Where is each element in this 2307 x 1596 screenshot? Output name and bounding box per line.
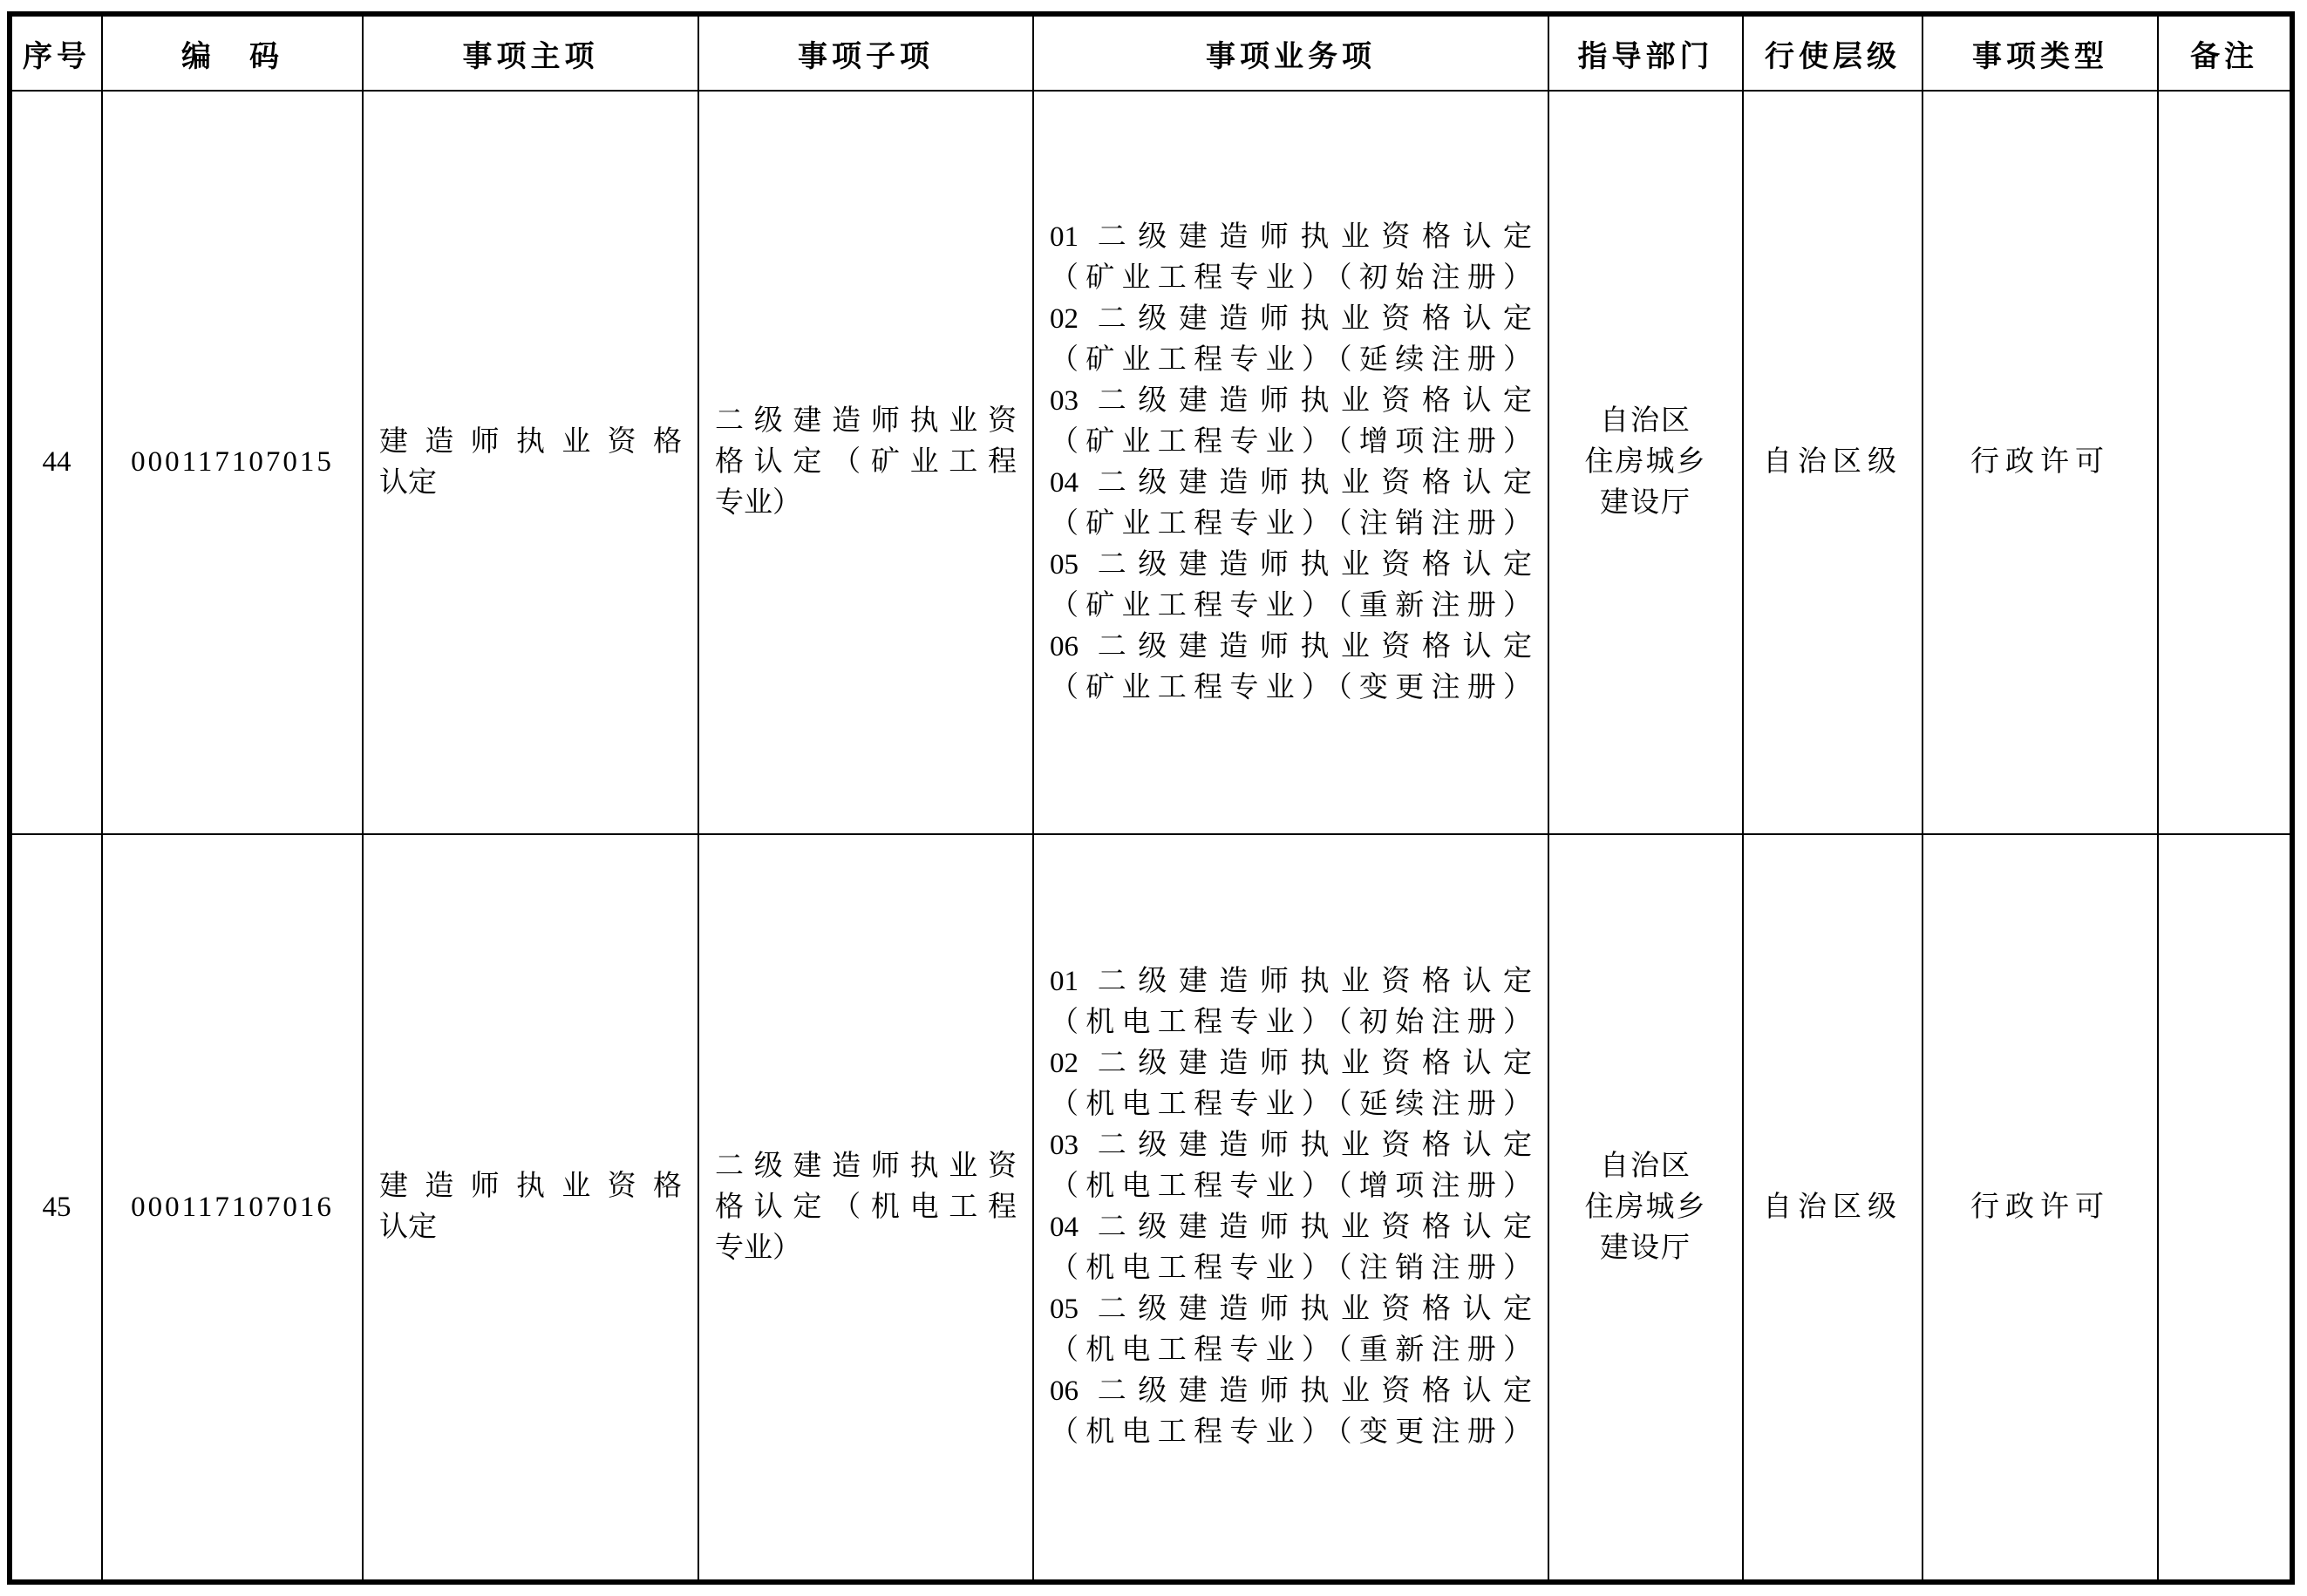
main-item-text: 建造师执业资格 认定 — [379, 425, 682, 499]
government-items-table — [7, 11, 2295, 1585]
header-code: 编 码 — [102, 14, 363, 91]
code-cell: 000117107015 — [102, 91, 363, 834]
guide-department-text: 自治区 住房城乡 建设厅 — [1584, 1150, 1707, 1264]
header-main-item: 事项主项 — [363, 14, 698, 91]
sub-item-text: 二级建造师执业资 格认定（矿业工程 专业） — [715, 405, 1017, 519]
main-item-cell — [363, 91, 698, 834]
business-items-cell — [1033, 834, 1548, 1582]
exercise-level-cell: 自治区级 — [1743, 91, 1922, 834]
exercise-level-cell: 自治区级 — [1743, 834, 1922, 1582]
header-sub-item: 事项子项 — [698, 14, 1033, 91]
business-items-cell — [1033, 91, 1548, 834]
guide-department-text: 自治区 住房城乡 建设厅 — [1584, 405, 1707, 519]
header-item-type: 事项类型 — [1922, 14, 2158, 91]
header-business-item: 事项业务项 — [1033, 14, 1548, 91]
header-guide-department: 指导部门 — [1548, 14, 1743, 91]
code-cell: 000117107016 — [102, 834, 363, 1582]
remark-cell — [2158, 834, 2292, 1582]
serial-cell: 45 — [10, 834, 102, 1582]
business-items-text: 01 二级建造师执业资格认定 （矿业工程专业）（初始注册） 02 二级建造师执业资格认定 （矿业工程专业）（延续注册） 03 二级建造师执业资格认定 （矿业工程专业）（增项注册） 04 二级建造师执业资格认定 （矿业工程专业）（注销注册） 05 二级建造师执业资格认定 （矿业工程专业）（重新注册） 06 二级建造师执业资格认定 （矿业工程专业）（变更注册） — [1050, 221, 1532, 703]
table-row — [10, 91, 2292, 834]
guide-department-cell — [1548, 91, 1743, 834]
header-remark: 备注 — [2158, 14, 2292, 91]
header-serial: 序号 — [10, 14, 102, 91]
item-type-cell: 行政许可 — [1922, 91, 2158, 834]
serial-cell: 44 — [10, 91, 102, 834]
table-header-row — [10, 14, 2292, 91]
item-type-cell: 行政许可 — [1922, 834, 2158, 1582]
main-item-cell — [363, 834, 698, 1582]
sub-item-cell — [698, 834, 1033, 1582]
table-row — [10, 834, 2292, 1582]
sub-item-text: 二级建造师执业资 格认定（机电工程 专业） — [715, 1150, 1017, 1264]
remark-cell — [2158, 91, 2292, 834]
guide-department-cell — [1548, 834, 1743, 1582]
business-items-text: 01 二级建造师执业资格认定 （机电工程专业）（初始注册） 02 二级建造师执业资格认定 （机电工程专业）（延续注册） 03 二级建造师执业资格认定 （机电工程专业）（增项注册） 04 二级建造师执业资格认定 （机电工程专业）（注销注册） 05 二级建造师执业资格认定 （机电工程专业）（重新注册） 06 二级建造师执业资格认定 （机电工程专业）（变更注册） — [1050, 966, 1532, 1448]
main-item-text: 建造师执业资格 认定 — [379, 1171, 682, 1243]
header-exercise-level: 行使层级 — [1743, 14, 1922, 91]
sub-item-cell — [698, 91, 1033, 834]
